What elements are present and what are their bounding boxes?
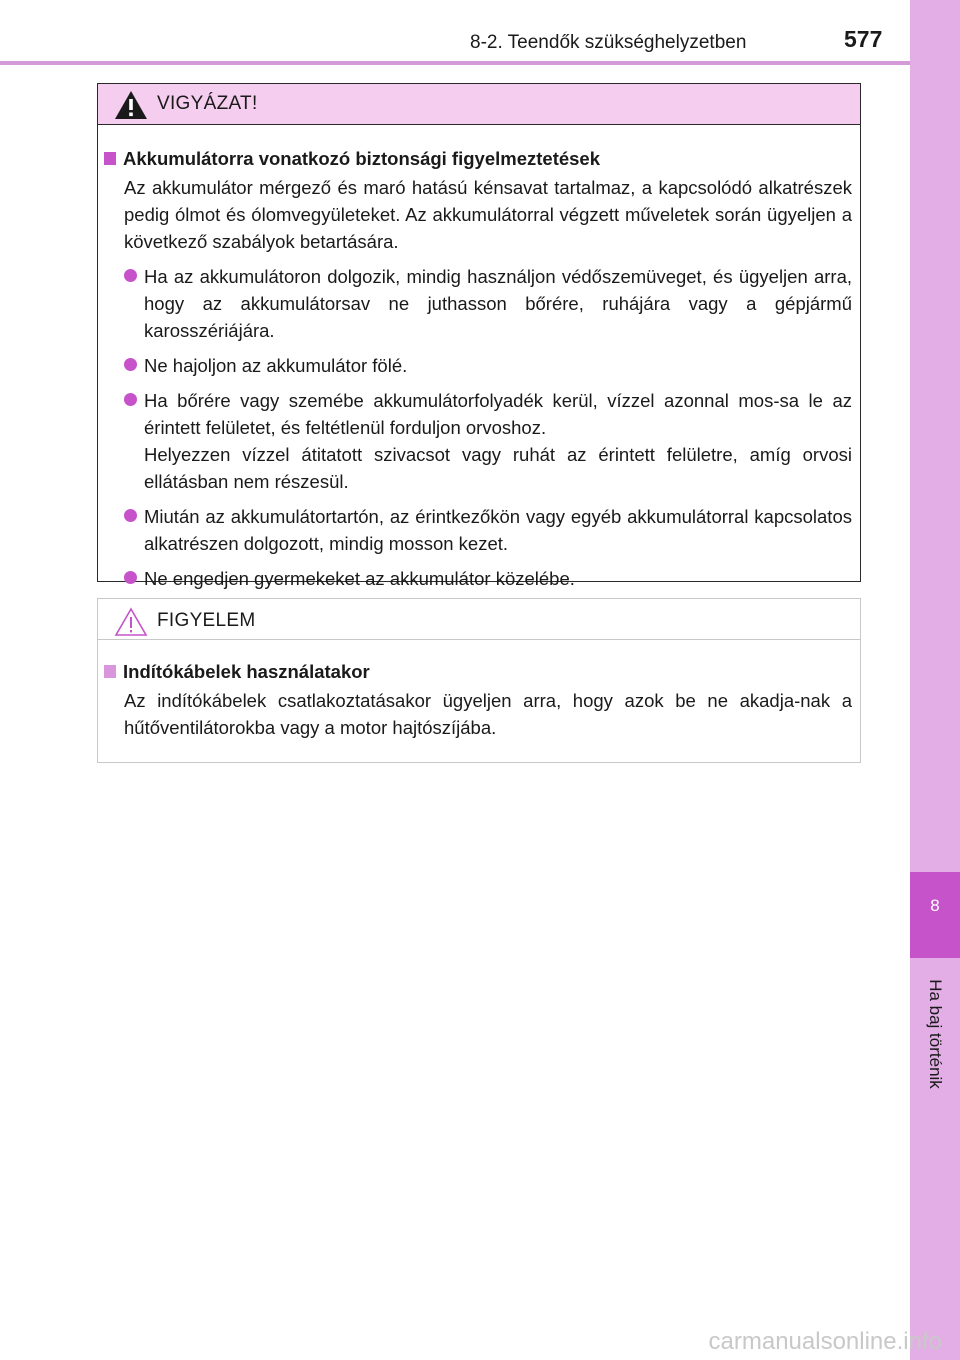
warning-intro: Az akkumulátor mérgező és maró hatású kénsavat tartalmaz, a kapcsolódó alkatrészek pedig ólmot és ólomvegyületeket. Az akkumulátorral végzett műveletek során ügyeljen a következő szabályok betartására. — [124, 177, 852, 252]
list-item — [104, 503, 852, 557]
list-item — [104, 263, 852, 344]
header-rule — [0, 61, 910, 65]
square-bullet-icon — [104, 152, 116, 165]
caution-text: Az indítókábelek csatlakoztatásakor ügyeljen arra, hogy azok be ne akadja-nak a hűtőventilátorokba vagy a motor hajtószíjába. — [124, 690, 852, 738]
caution-header — [98, 599, 860, 640]
caution-label: FIGYELEM — [157, 610, 256, 631]
chapter-number: 8 — [930, 896, 940, 915]
warning-body — [98, 125, 860, 592]
round-bullet-icon — [124, 503, 142, 517]
warning-label: VIGYÁZAT! — [157, 93, 258, 114]
warning-section-title — [104, 145, 852, 172]
caution-triangle-icon — [114, 607, 148, 637]
caution-section-title-text: Indítókábelek használatakor — [123, 661, 370, 682]
warning-section-title-text: Akkumulátorra vonatkozó biztonsági figyelmeztetések — [123, 148, 601, 169]
list-item-text-line: Ha bőrére vagy szemébe akkumulátorfolyadék kerül, vízzel azonnal mos-sa le az érintett felületet, és feltétlenül forduljon orvoshoz. — [144, 390, 852, 438]
round-bullet-icon — [124, 387, 142, 401]
section-header-title: 8-2. Teendők szükséghelyzetben — [470, 32, 747, 53]
warning-header — [98, 84, 860, 125]
list-item-text: Miután az akkumulátortartón, az érintkezőkön vagy egyéb akkumulátorral kapcsolatos alkatrészen dolgozott, mindig mosson kezet. — [144, 506, 852, 554]
list-item-text — [142, 387, 852, 495]
caution-box — [97, 598, 861, 763]
round-bullet-icon — [124, 352, 142, 366]
list-item — [104, 352, 852, 379]
warning-triangle-icon — [114, 90, 148, 120]
round-bullet-icon — [124, 263, 142, 277]
list-item — [104, 387, 852, 495]
round-bullet-icon — [124, 565, 142, 579]
page-number: 577 — [844, 26, 883, 52]
chapter-label: Ha baj történik — [926, 979, 945, 1089]
square-bullet-icon — [104, 665, 116, 678]
list-item — [104, 565, 852, 592]
list-item-text: Ne engedjen gyermekeket az akkumulátor közelébe. — [144, 568, 575, 589]
caution-section-title — [104, 658, 852, 685]
list-item-text: Ha az akkumulátoron dolgozik, mindig használjon védőszemüveget, és ügyeljen arra, hogy az akkumulátorsav ne juthasson bőrére, ruhájára vagy a gépjármű karosszériájára. — [144, 266, 852, 341]
watermark: carmanualsonline.info — [708, 1328, 942, 1355]
side-strip — [910, 0, 960, 1360]
caution-body — [98, 640, 860, 741]
list-item-text: Ne hajoljon az akkumulátor fölé. — [144, 355, 408, 376]
warning-box — [97, 83, 861, 589]
list-item-text-extra: Helyezzen vízzel átitatott szivacsot vagy ruhát az érintett felületre, amíg orvosi ellátásban nem részesül. — [144, 444, 852, 492]
